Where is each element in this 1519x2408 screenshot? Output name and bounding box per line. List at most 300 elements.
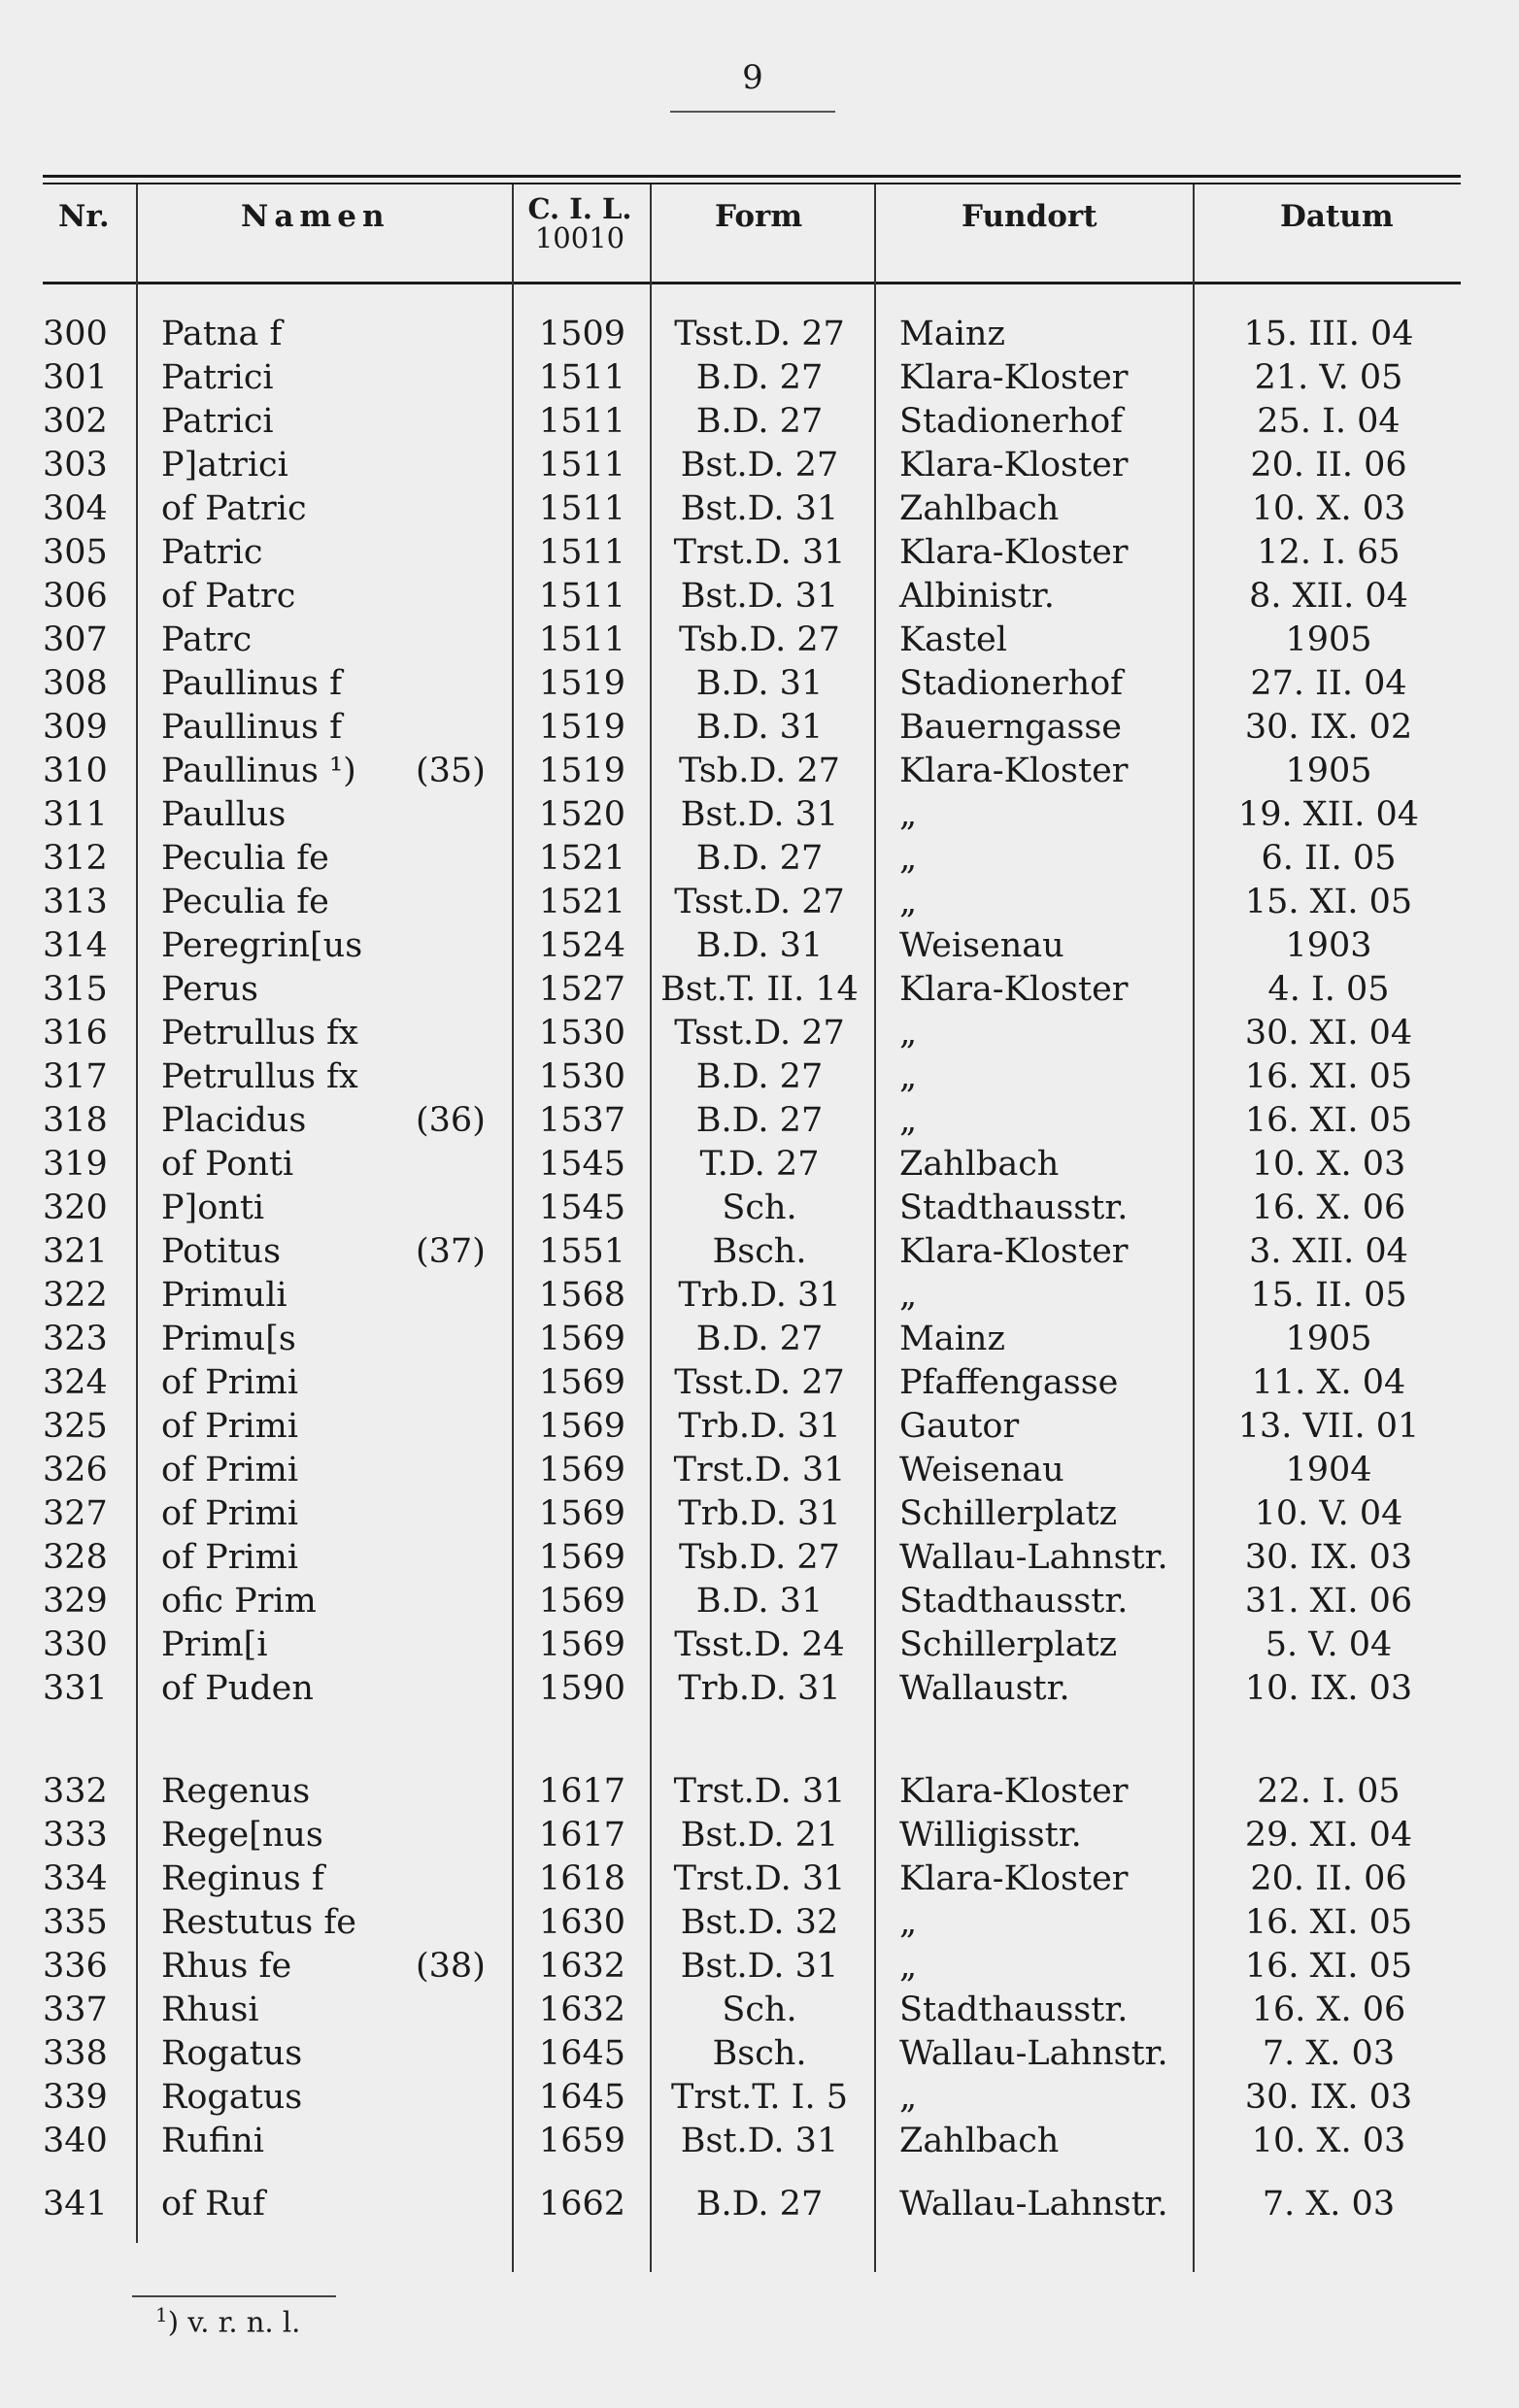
cell-cil: 1569: [538, 1538, 625, 1577]
cell-nr: 340: [43, 2122, 108, 2160]
cell-fundort: „: [899, 1101, 918, 1140]
cell-name: Reginus f: [161, 1859, 324, 1898]
cell-datum: 5. V. 04: [1265, 1625, 1393, 1664]
table-row: [0, 1143, 1519, 1187]
cell-fundort: Weisenau: [899, 1451, 1064, 1489]
cell-nr: 313: [43, 883, 108, 921]
cell-nr: 301: [43, 358, 108, 397]
table-row: [0, 1012, 1519, 1055]
cell-name: Rhus fe: [161, 1947, 292, 1986]
cell-form: Bst.D. 31: [680, 2122, 839, 2160]
cell-nr: 302: [43, 402, 108, 441]
cell-cil: 1511: [538, 446, 625, 485]
table-row: [0, 1580, 1519, 1623]
cell-fundort: Klara-Kloster: [899, 1772, 1129, 1811]
cell-name: of Puden: [161, 1669, 314, 1708]
cell-fundort: Zahlbach: [899, 2122, 1060, 2160]
cell-fundort: „: [899, 883, 918, 921]
cell-cil: 1521: [538, 839, 625, 878]
cell-form: Trb.D. 31: [678, 1276, 841, 1315]
cell-fundort: Klara-Kloster: [899, 1859, 1129, 1898]
table-row: [0, 1361, 1519, 1405]
cell-cil: 1568: [538, 1276, 625, 1315]
cell-datum: 29. XI. 04: [1244, 1816, 1413, 1855]
cell-cil: 1618: [538, 1859, 625, 1898]
cell-form: Trst.D. 31: [673, 1859, 846, 1898]
cell-form: Bst.D. 31: [680, 489, 839, 528]
cell-cil: 1511: [538, 533, 625, 572]
cell-form: Bst.D. 31: [680, 1947, 839, 1986]
cell-cil: 1551: [538, 1232, 625, 1271]
cell-cil: 1530: [538, 1057, 625, 1096]
table-row: [0, 619, 1519, 662]
cell-cil: 1569: [538, 1407, 625, 1446]
cell-form: Bst.D. 31: [680, 577, 839, 616]
cell-cil: 1530: [538, 1014, 625, 1053]
cell-cil: 1569: [538, 1582, 625, 1621]
cell-cil: 1617: [538, 1772, 625, 1811]
cell-nr: 309: [43, 708, 108, 747]
cell-datum: 31. XI. 06: [1244, 1582, 1413, 1621]
cell-cil: 1630: [538, 1903, 625, 1942]
cell-fundort: „: [899, 2078, 918, 2117]
cell-nr: 327: [43, 1494, 108, 1533]
cell-nr: 306: [43, 577, 108, 616]
cell-form: B.D. 27: [695, 2185, 824, 2224]
cell-form: Trst.D. 31: [673, 1772, 846, 1811]
cell-datum: 20. II. 06: [1250, 446, 1407, 485]
cell-cil: 1511: [538, 489, 625, 528]
page-number: 9: [742, 58, 763, 97]
table-row: [0, 2120, 1519, 2163]
cell-fundort: Wallau-Lahnstr.: [899, 2034, 1168, 2073]
table-row: [0, 356, 1519, 400]
cell-datum: 7. X. 03: [1262, 2034, 1396, 2073]
cell-name: Placidus: [161, 1101, 307, 1140]
cell-fundort: Stadthausstr.: [899, 1188, 1129, 1227]
cell-cil: 1590: [538, 1669, 625, 1708]
cell-fundort: Zahlbach: [899, 1145, 1060, 1184]
table-row: [0, 531, 1519, 575]
cell-name: Rogatus: [161, 2034, 303, 2073]
cell-name: Peculia fe: [161, 839, 329, 878]
cell-cil: 1520: [538, 795, 625, 834]
cell-fundort: Stadionerhof: [899, 402, 1124, 441]
page-number-rule: [670, 111, 835, 113]
cell-form: T.D. 27: [699, 1145, 820, 1184]
cell-fundort: Wallau-Lahnstr.: [899, 1538, 1168, 1577]
cell-name: Regenus: [161, 1772, 311, 1811]
cell-form: Bst.D. 21: [680, 1816, 839, 1855]
cell-datum: 22. I. 05: [1257, 1772, 1401, 1811]
cell-datum: 10. X. 03: [1251, 1145, 1406, 1184]
cell-form: Tsb.D. 27: [679, 620, 840, 659]
cell-nr: 337: [43, 1990, 108, 2029]
cell-cil: 1617: [538, 1816, 625, 1855]
cell-cil: 1537: [538, 1101, 625, 1140]
header-form: Form: [715, 199, 803, 234]
cell-cil: 1659: [538, 2122, 625, 2160]
cell-name: ofic Prim: [161, 1582, 317, 1621]
table-row: [0, 1667, 1519, 1711]
cell-datum: 15. XI. 05: [1244, 883, 1413, 921]
cell-nr: 329: [43, 1582, 108, 1621]
cell-name: Paullinus ¹): [161, 752, 356, 790]
cell-cil: 1645: [538, 2078, 625, 2117]
cell-fundort: Klara-Kloster: [899, 1232, 1129, 1271]
cell-name: of Primi: [161, 1407, 299, 1446]
cell-name: Potitus: [161, 1232, 282, 1271]
cell-form: Bsch.: [712, 2034, 807, 2073]
cell-fundort: Willigisstr.: [899, 1816, 1082, 1855]
cell-form: Tsst.D. 27: [674, 315, 845, 353]
cell-nr: 336: [43, 1947, 108, 1986]
cell-cil: 1524: [538, 926, 625, 965]
cell-cil: 1511: [538, 620, 625, 659]
cell-nr: 312: [43, 839, 108, 878]
cell-cil: 1519: [538, 752, 625, 790]
header-cil-line1: C. I. L.: [527, 192, 632, 225]
cell-fundort: Pfaffengasse: [899, 1363, 1119, 1402]
table-row: [0, 1536, 1519, 1580]
cell-nr: 321: [43, 1232, 108, 1271]
cell-fundort: „: [899, 1014, 918, 1053]
table-row: [0, 968, 1519, 1012]
cell-nr: 324: [43, 1363, 108, 1402]
cell-datum: 16. XI. 05: [1244, 1057, 1413, 1096]
cell-form: B.D. 31: [695, 708, 824, 747]
cell-nr: 307: [43, 620, 108, 659]
cell-form: Bst.D. 31: [680, 795, 839, 834]
header-name: Namen: [241, 199, 390, 234]
table-row: [0, 575, 1519, 619]
cell-datum: 16. X. 06: [1251, 1188, 1406, 1227]
header-datum: Datum: [1280, 199, 1394, 234]
cell-fundort: Klara-Kloster: [899, 970, 1129, 1009]
cell-form: B.D. 27: [695, 402, 824, 441]
cell-fundort: Stadthausstr.: [899, 1582, 1129, 1621]
cell-name: of Ruf: [161, 2185, 265, 2224]
header-cil: [517, 194, 643, 252]
cell-datum: 3. XII. 04: [1249, 1232, 1408, 1271]
cell-nr: 331: [43, 1669, 108, 1708]
cell-fundort: Albinistr.: [899, 577, 1055, 616]
cell-datum: 30. IX. 02: [1244, 708, 1413, 747]
cell-cil: 1545: [538, 1145, 625, 1184]
cell-cil: 1511: [538, 358, 625, 397]
cell-nr: 315: [43, 970, 108, 1009]
cell-nr: 335: [43, 1903, 108, 1942]
cell-datum: 15. II. 05: [1250, 1276, 1407, 1315]
cell-form: Tsst.D. 24: [674, 1625, 845, 1664]
cell-datum: 25. I. 04: [1257, 402, 1401, 441]
cell-note: (35): [416, 752, 486, 790]
cell-datum: 16. XI. 05: [1244, 1903, 1413, 1942]
table-row: [0, 2032, 1519, 2076]
cell-cil: 1511: [538, 402, 625, 441]
cell-datum: 4. I. 05: [1267, 970, 1390, 1009]
cell-form: B.D. 27: [695, 839, 824, 878]
cell-form: Bst.T. II. 14: [660, 970, 859, 1009]
table-row: [0, 313, 1519, 356]
cell-name: Primuli: [161, 1276, 287, 1315]
cell-form: Tsb.D. 27: [679, 1538, 840, 1577]
cell-nr: 300: [43, 315, 108, 353]
cell-note: (38): [416, 1947, 486, 1986]
cell-form: B.D. 27: [695, 1057, 824, 1096]
cell-datum: 11. X. 04: [1251, 1363, 1406, 1402]
table-row: [0, 2076, 1519, 2120]
cell-name: Patna f: [161, 315, 283, 353]
cell-nr: 311: [43, 795, 108, 834]
cell-datum: 1905: [1285, 1320, 1372, 1358]
table-row: [0, 793, 1519, 837]
cell-nr: 338: [43, 2034, 108, 2073]
cell-nr: 339: [43, 2078, 108, 2117]
footnote-rule: [132, 2295, 336, 2297]
cell-name: Petrullus fx: [161, 1057, 358, 1096]
cell-cil: 1569: [538, 1625, 625, 1664]
cell-fundort: Mainz: [899, 315, 1005, 353]
cell-datum: 6. II. 05: [1261, 839, 1397, 878]
cell-name: Primu[s: [161, 1320, 296, 1358]
header-nr: Nr.: [58, 199, 110, 234]
cell-datum: 16. X. 06: [1251, 1990, 1406, 2029]
table-row: [0, 1814, 1519, 1857]
table-row: [0, 1989, 1519, 2032]
cell-datum: 21. V. 05: [1254, 358, 1403, 397]
cell-fundort: Mainz: [899, 1320, 1005, 1358]
cell-name: Patric: [161, 533, 263, 572]
cell-fundort: „: [899, 1057, 918, 1096]
cell-fundort: Klara-Kloster: [899, 446, 1129, 485]
cell-name: Rogatus: [161, 2078, 303, 2117]
cell-form: Trst.D. 31: [673, 1451, 846, 1489]
cell-cil: 1521: [538, 883, 625, 921]
cell-datum: 12. I. 65: [1257, 533, 1401, 572]
table-row: [0, 1099, 1519, 1143]
cell-name: of Patrc: [161, 577, 296, 616]
cell-datum: 10. IX. 03: [1244, 1669, 1413, 1708]
cell-fundort: Weisenau: [899, 926, 1064, 965]
cell-note: (36): [416, 1101, 486, 1140]
cell-nr: 325: [43, 1407, 108, 1446]
cell-datum: 30. IX. 03: [1244, 2078, 1413, 2117]
table-row: [0, 837, 1519, 881]
cell-name: of Primi: [161, 1538, 299, 1577]
cell-datum: 10. X. 03: [1251, 489, 1406, 528]
cell-nr: 326: [43, 1451, 108, 1489]
cell-datum: 1904: [1285, 1451, 1372, 1489]
cell-datum: 13. VII. 01: [1237, 1407, 1420, 1446]
cell-datum: 16. XI. 05: [1244, 1101, 1413, 1140]
cell-nr: 318: [43, 1101, 108, 1140]
table-row: [0, 444, 1519, 487]
cell-form: Bst.D. 27: [680, 446, 839, 485]
cell-fundort: Gautor: [899, 1407, 1020, 1446]
cell-fundort: Klara-Kloster: [899, 752, 1129, 790]
cell-cil: 1569: [538, 1320, 625, 1358]
cell-cil: 1645: [538, 2034, 625, 2073]
cell-name: Patrc: [161, 620, 253, 659]
cell-datum: 15. III. 04: [1243, 315, 1414, 353]
table-row: [0, 924, 1519, 968]
cell-nr: 334: [43, 1859, 108, 1898]
cell-name: Patrici: [161, 402, 274, 441]
table-row: [0, 706, 1519, 750]
cell-nr: 308: [43, 664, 108, 703]
cell-form: Tsst.D. 27: [674, 1014, 845, 1053]
header-cil-line2: 10010: [534, 221, 625, 254]
cell-cil: 1511: [538, 577, 625, 616]
table-row: [0, 1274, 1519, 1318]
cell-datum: 8. XII. 04: [1249, 577, 1408, 616]
cell-name: of Primi: [161, 1494, 299, 1533]
header-bottom-rule: [43, 282, 1461, 284]
table-row: [0, 1318, 1519, 1361]
cell-fundort: Zahlbach: [899, 489, 1060, 528]
cell-datum: 19. XII. 04: [1237, 795, 1420, 834]
cell-name: of Ponti: [161, 1145, 294, 1184]
table-row: [0, 400, 1519, 444]
cell-name: Patrici: [161, 358, 274, 397]
cell-datum: 1903: [1285, 926, 1372, 965]
cell-form: Trb.D. 31: [678, 1669, 841, 1708]
cell-datum: 20. II. 06: [1250, 1859, 1407, 1898]
footnote: [155, 2303, 300, 2339]
cell-cil: 1569: [538, 1494, 625, 1533]
cell-datum: 10. V. 04: [1254, 1494, 1403, 1533]
cell-cil: 1519: [538, 664, 625, 703]
table-row: [0, 1492, 1519, 1536]
table-row: [0, 1055, 1519, 1099]
cell-fundort: Kastel: [899, 620, 1007, 659]
cell-nr: 332: [43, 1772, 108, 1811]
cell-fundort: Bauerngasse: [899, 708, 1123, 747]
cell-form: Trb.D. 31: [678, 1494, 841, 1533]
cell-fundort: „: [899, 1947, 918, 1986]
table-row: [0, 1623, 1519, 1667]
cell-form: Trb.D. 31: [678, 1407, 841, 1446]
cell-nr: 328: [43, 1538, 108, 1577]
cell-cil: 1662: [538, 2185, 625, 2224]
table-row: [0, 1405, 1519, 1449]
cell-name: Paullus: [161, 795, 287, 834]
cell-form: B.D. 31: [695, 926, 824, 965]
cell-name: of Patric: [161, 489, 307, 528]
cell-fundort: Schillerplatz: [899, 1625, 1118, 1664]
table-row: [0, 2183, 1519, 2226]
cell-form: B.D. 27: [695, 358, 824, 397]
cell-fundort: Klara-Kloster: [899, 358, 1129, 397]
cell-datum: 30. IX. 03: [1244, 1538, 1413, 1577]
cell-fundort: Klara-Kloster: [899, 533, 1129, 572]
cell-fundort: „: [899, 795, 918, 834]
header-fundort: Fundort: [962, 199, 1097, 234]
cell-nr: 305: [43, 533, 108, 572]
cell-fundort: Wallau-Lahnstr.: [899, 2185, 1168, 2224]
cell-form: B.D. 27: [695, 1101, 824, 1140]
cell-cil: 1569: [538, 1451, 625, 1489]
cell-cil: 1569: [538, 1363, 625, 1402]
cell-form: Trst.D. 31: [673, 533, 846, 572]
cell-cil: 1632: [538, 1990, 625, 2029]
cell-form: B.D. 27: [695, 1320, 824, 1358]
cell-fundort: „: [899, 839, 918, 878]
cell-note: (37): [416, 1232, 486, 1271]
table-row: [0, 881, 1519, 924]
cell-nr: 322: [43, 1276, 108, 1315]
cell-name: Rufini: [161, 2122, 264, 2160]
table-row: [0, 1857, 1519, 1901]
table-row: [0, 1230, 1519, 1274]
cell-nr: 316: [43, 1014, 108, 1053]
cell-name: of Primi: [161, 1363, 299, 1402]
table-row: [0, 662, 1519, 706]
cell-fundort: Wallaustr.: [899, 1669, 1070, 1708]
table-row: [0, 1449, 1519, 1492]
cell-name: Paullinus f: [161, 664, 343, 703]
footnote-text: ) v. r. n. l.: [167, 2305, 301, 2339]
cell-name: Rhusi: [161, 1990, 259, 2029]
top-rule-thin: [43, 183, 1461, 184]
table-row: [0, 1187, 1519, 1230]
cell-name: Restutus fe: [161, 1903, 356, 1942]
table-row: [0, 1770, 1519, 1814]
cell-nr: 319: [43, 1145, 108, 1184]
cell-nr: 341: [43, 2185, 108, 2224]
cell-form: B.D. 31: [695, 664, 824, 703]
cell-nr: 310: [43, 752, 108, 790]
cell-datum: 30. XI. 04: [1244, 1014, 1413, 1053]
cell-name: Paullinus f: [161, 708, 343, 747]
table-row: [0, 487, 1519, 531]
cell-name: Peculia fe: [161, 883, 329, 921]
cell-name: Prim[i: [161, 1625, 268, 1664]
cell-form: Bst.D. 32: [680, 1903, 839, 1942]
cell-cil: 1527: [538, 970, 625, 1009]
cell-name: P]atrici: [161, 446, 288, 485]
cell-form: Sch.: [722, 1188, 797, 1227]
table-row: [0, 750, 1519, 793]
cell-form: Bsch.: [712, 1232, 807, 1271]
cell-datum: 1905: [1285, 752, 1372, 790]
cell-nr: 314: [43, 926, 108, 965]
cell-form: B.D. 31: [695, 1582, 824, 1621]
table-row: [0, 1945, 1519, 1989]
cell-cil: 1632: [538, 1947, 625, 1986]
cell-fundort: Stadthausstr.: [899, 1990, 1129, 2029]
cell-nr: 317: [43, 1057, 108, 1096]
cell-name: Petrullus fx: [161, 1014, 358, 1053]
cell-cil: 1545: [538, 1188, 625, 1227]
cell-fundort: Schillerplatz: [899, 1494, 1118, 1533]
cell-form: Tsst.D. 27: [674, 883, 845, 921]
cell-nr: 320: [43, 1188, 108, 1227]
cell-name: Perus: [161, 970, 258, 1009]
cell-nr: 330: [43, 1625, 108, 1664]
cell-nr: 323: [43, 1320, 108, 1358]
top-rule-thick: [43, 175, 1461, 178]
cell-datum: 7. X. 03: [1262, 2185, 1396, 2224]
cell-nr: 303: [43, 446, 108, 485]
cell-name: of Primi: [161, 1451, 299, 1489]
cell-name: Rege[nus: [161, 1816, 323, 1855]
cell-datum: 10. X. 03: [1251, 2122, 1406, 2160]
cell-nr: 304: [43, 489, 108, 528]
cell-cil: 1519: [538, 708, 625, 747]
footnote-marker: 1: [155, 2303, 168, 2326]
